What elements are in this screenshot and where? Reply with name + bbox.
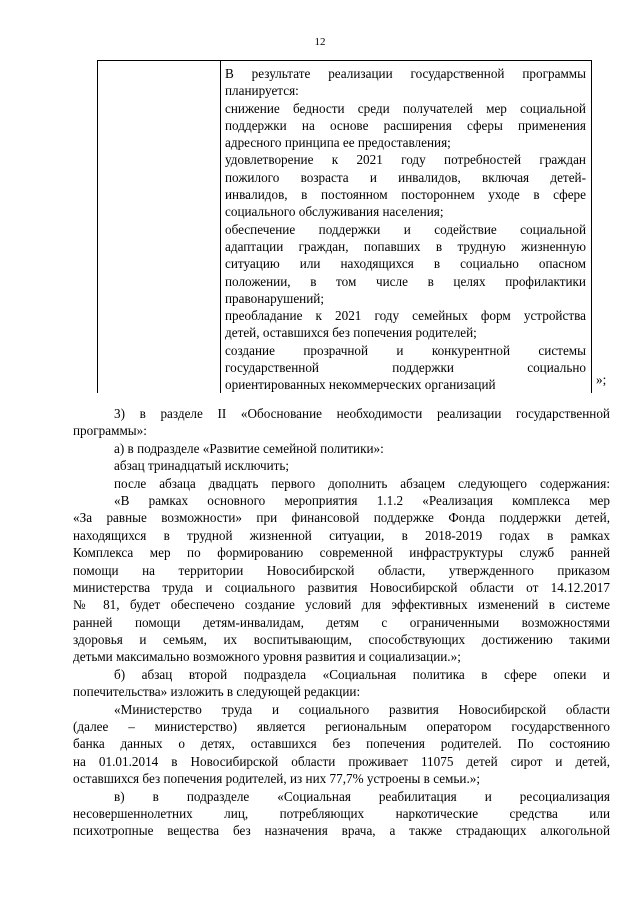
paragraph-line: «В рамках основного мероприятия 1.1.2 «Реализация комплекса мер	[114, 492, 610, 508]
table-text-line: ориентированных некоммерческих организаций	[225, 377, 496, 393]
paragraph-line: ранней помощи детям-инвалидам, детям с ограниченными возможностями	[73, 614, 610, 630]
paragraph-line: абзац тринадцатый исключить;	[114, 458, 290, 474]
paragraph-line: детьми максимально возможного уровня развития и социализации.»;	[73, 649, 461, 665]
paragraph-line: находящихся в трудной жизненной ситуации, в 2018-2019 годах в рамках	[73, 527, 610, 543]
program-table	[97, 60, 592, 393]
paragraph-line: министерства труда и социального развития Новосибирской области от 14.12.2017	[73, 579, 610, 595]
table-column-divider	[220, 61, 221, 393]
table-text-line: планируется:	[225, 83, 299, 99]
page-number: 12	[314, 36, 326, 48]
paragraph-line: № 81, будет обеспечено создание условий для эффективных изменений в системе	[73, 597, 610, 613]
paragraph-line: в) в подразделе «Социальная реабилитация и ресоциализация	[114, 788, 610, 804]
paragraph-line: помощи на территории Новосибирской области, утвержденного приказом	[73, 562, 610, 578]
paragraph-line: (далее – министерство) является региональным оператором государственного	[73, 719, 610, 735]
paragraph-line: банка данных о детях, оставшихся без попечения родителей. По состоянию	[73, 736, 610, 752]
table-text-line: инвалидов, в постоянном постороннем уходе в сфере	[225, 187, 586, 203]
table-text-line: преобладание к 2021 году семейных форм устройства	[225, 308, 586, 324]
table-text-line: государственной поддержки социально	[225, 360, 586, 376]
table-text-line: создание прозрачной и конкурентной системы	[225, 342, 586, 358]
paragraph-line: после абзаца двадцать первого дополнить абзацем следующего содержания:	[114, 475, 610, 491]
table-text-line: удовлетворение к 2021 году потребностей граждан	[225, 152, 586, 168]
paragraph-line: а) в подразделе «Развитие семейной политики»:	[114, 440, 384, 456]
expected-results-cell	[225, 65, 586, 394]
table-text-line: ситуацию или находящихся в социально опасном	[225, 256, 586, 272]
paragraph-line: психотропные вещества без назначения врача, а также страдающих алкогольной	[73, 823, 610, 839]
paragraph-line: «Министерство труда и социального развития Новосибирской области	[114, 701, 610, 717]
table-text-line: правонарушений;	[225, 290, 325, 306]
table-text-line: положении, в том числе в целях профилактики	[225, 273, 586, 289]
paragraph-line: «За равные возможности» при финансовой поддержке Фонда поддержки детей,	[73, 510, 610, 526]
paragraph-line: здоровья и семьям, их воспитывающим, способствующих достижению такими	[73, 632, 610, 648]
paragraph-line: несовершеннолетних лиц, потребляющих наркотические средства или	[73, 805, 610, 821]
closing-quote: »;	[596, 372, 607, 387]
paragraph-line: 3) в разделе II «Обоснование необходимости реализации государственной	[114, 406, 610, 421]
table-text-line: адаптации граждан, попавших в трудную жизненную	[225, 238, 586, 254]
paragraph-line: попечительства» изложить в следующей редакции:	[73, 684, 361, 700]
document-body	[73, 405, 610, 840]
table-text-line: детей, оставшихся без попечения родителей;	[225, 325, 477, 341]
paragraph-line: на 01.01.2014 в Новосибирской области проживает 11075 детей сирот и детей,	[73, 753, 610, 769]
table-text-line: обеспечение поддержки и содействие социальной	[225, 221, 586, 237]
table-text-line: пожилого возраста и инвалидов, включая детей-	[225, 169, 586, 185]
table-text-line: снижение бедности среди получателей мер социальной	[225, 100, 586, 116]
paragraph-line: программы»:	[73, 423, 147, 439]
table-text-line: поддержки на основе расширения сферы применения	[225, 117, 586, 133]
table-text-line: В результате реализации государственной программы	[225, 66, 586, 81]
table-text-line: адресного принципа ее предоставления;	[225, 135, 451, 151]
table-text-line: социального обслуживания населения;	[225, 204, 444, 220]
paragraph-line: б) абзац второй подраздела «Социальная политика в сфере опеки и	[114, 666, 610, 682]
paragraph-line: Комплекса мер по формированию современной инфраструктуры служб ранней	[73, 545, 610, 561]
paragraph-line: оставшихся без попечения родителей, из них 77,7% устроены в семьи.»;	[73, 771, 481, 787]
